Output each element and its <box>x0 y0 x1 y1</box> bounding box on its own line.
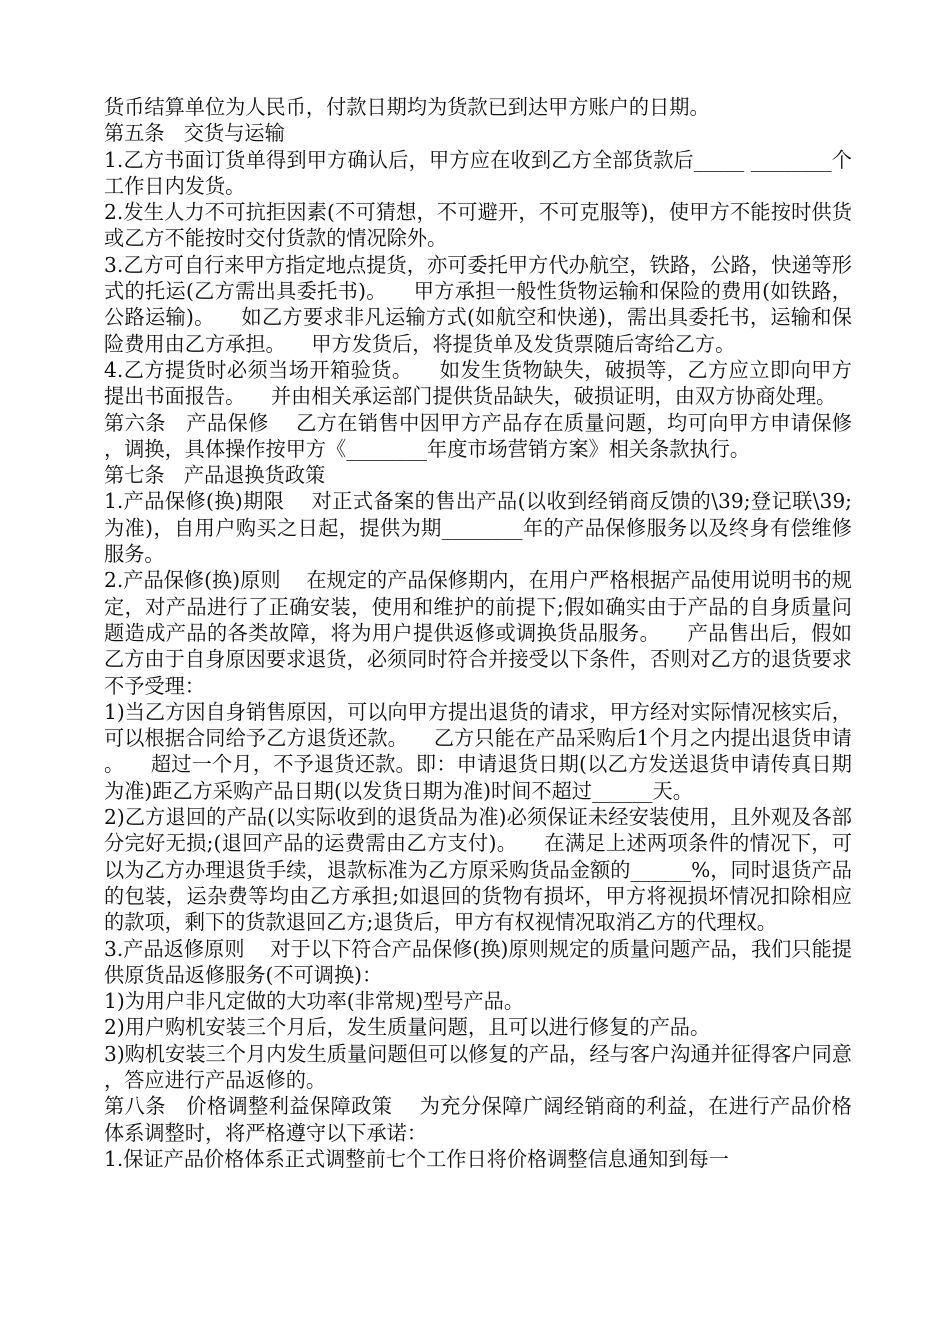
article-7-clause-3-item-2: 2)用户购机安装三个月后，发生质量问题，且可以进行修复的产品。 <box>104 1015 711 1040</box>
article-7-clause-2-item-1: 1)当乙方因自身销售原因，可以向甲方提出退货的请求，甲方经对实际情况核实后，可以根据合同给予乙方退货还款。 乙方只能在产品采购后1个月之内提出退货申请。 超过一个月，不予退货还款。即：申请退货日期(以乙方发送退货申请传真日期为准)距乙方采购产品日期(以发货日期为准)时间不超过______天。 <box>104 699 852 803</box>
article-7-clause-2-item-2: 2)乙方退回的产品(以实际收到的退货品为准)必须保证未经安装使用，且外观及各部分完好无损;(退回产品的运费需由乙方支付)。 在满足上述两项条件的情况下，可以为乙方办理退货手续，退款标准为乙方原采购货品金额的______%，同时退货产品的包装，运杂费等均由乙方承担;如退回的货物有损坏，甲方将视损坏情况扣除相应的款项，剩下的货款退回乙方;退货后，甲方有权视情况取消乙方的代理权。 <box>104 805 852 935</box>
article-5-clause-2: 2.发生人力不可抗拒因素(不可猜想，不可避开，不可克服等)，使甲方不能按时供货或乙方不能按时交付货款的情况除外。 <box>104 200 852 251</box>
article-7-clause-3: 3.产品返修原则 对于以下符合产品保修(换)原则规定的质量问题产品，我们只能提供原货品返修服务(不可调换)： <box>104 936 852 987</box>
article-7-clause-3-item-3: 3)购机安装三个月内发生质量问题但可以修复的产品，经与客户沟通并征得客户同意，答应进行产品返修的。 <box>104 1041 852 1092</box>
article-7-clause-2: 2.产品保修(换)原则 在规定的产品保修期内，在用户严格根据产品使用说明书的规定，对产品进行了正确安装，使用和维护的前提下;假如确实由于产品的自身质量问题造成产品的各类故障，将为用户提供返修或调换货品服务。 产品售出后，假如乙方由于自身原因要求退货，必须同时符合并接受以下条件，否则对乙方的退货要求不予受理： <box>104 568 852 698</box>
document-page <box>104 94 852 1172</box>
article-5-clause-3: 3.乙方可自行来甲方指定地点提货，亦可委托甲方代办航空，铁路，公路，快递等形式的托运(乙方需出具委托书)。 甲方承担一般性货物运输和保险的费用(如铁路，公路运输)。 如乙方要求非凡运输方式(如航空和快递)，需出具委托书，运输和保险费用由乙方承担。 甲方发货后，将提货单及发货票随后寄给乙方。 <box>104 252 852 356</box>
paragraph-payment-currency: 货币结算单位为人民币，付款日期均为货款已到达甲方账户的日期。 <box>104 95 710 119</box>
article-8-paragraph: 第八条 价格调整利益保障政策 为充分保障广阔经销商的利益，在进行产品价格体系调整时，将严格遵守以下承诺： <box>104 1094 852 1145</box>
article-5-heading: 第五条 交货与运输 <box>104 121 285 146</box>
article-5-clause-1: 1.乙方书面订货单得到甲方确认后，甲方应在收到乙方全部货款后_____ ________个工作日内发货。 <box>104 147 852 198</box>
article-7-clause-1: 1.产品保修(换)期限 对正式备案的售出产品(以收到经销商反馈的\39;登记联\39;为准)，自用户购买之日起，提供为期________年的产品保修服务以及终身有偿维修服务。 <box>104 489 852 567</box>
article-6-paragraph: 第六条 产品保修 乙方在销售中因甲方产品存在质量问题，均可向甲方申请保修，调换，具体操作按甲方《________年度市场营销方案》相关条款执行。 <box>104 410 852 461</box>
article-8-clause-1: 1.保证产品价格体系正式调整前七个工作日将价格调整信息通知到每一 <box>104 1146 729 1171</box>
article-7-clause-3-item-1: 1)为用户非凡定做的大功率(非常规)型号产品。 <box>104 989 525 1014</box>
article-5-clause-4: 4.乙方提货时必须当场开箱验货。 如发生货物缺失，破损等，乙方应立即向甲方提出书面报告。 并由相关承运部门提供货品缺失，破损证明，由双方协商处理。 <box>104 357 852 409</box>
article-7-heading: 第七条 产品退换货政策 <box>104 463 326 488</box>
